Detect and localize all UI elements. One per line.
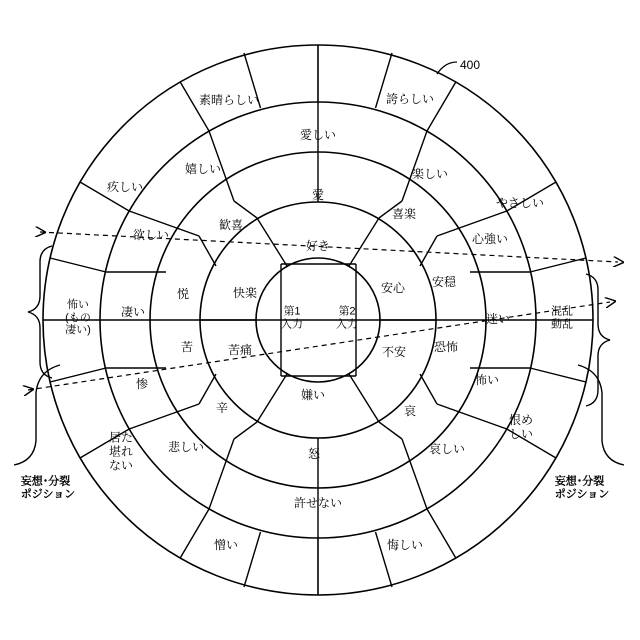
wheel-segment-label[interactable]: 悦 [176,287,190,302]
wheel-segment-label[interactable]: 恨め しい [508,413,534,441]
wheel-segment-label[interactable]: 哀しい [428,442,466,457]
wheel-segment-label[interactable]: 心強い [471,232,509,247]
center-label-second-input: 第2 入力 [336,305,358,330]
wheel-segment-label[interactable]: 素晴らしい [198,93,260,108]
annotation-left-bottom: 妄想･分裂 ポジション [20,475,76,500]
wheel-segment-label[interactable]: 嬉しい [184,162,222,177]
wheel-segment-label[interactable]: 楽しい [411,167,449,182]
wheel-segment-label[interactable]: 安穏 [431,275,457,290]
wheel-segment-label[interactable]: 怖い [474,373,500,388]
wheel-segment-label[interactable]: 快楽 [232,286,258,301]
wheel-segment-label[interactable]: 迷い [485,312,511,327]
wheel-segment-label[interactable]: 凄い [120,305,146,320]
annotation-right-bottom: 妄想･分裂 ポジション [554,475,610,500]
wheel-segment-label[interactable]: 惨 [135,377,149,392]
wheel-segment-label[interactable]: 欲しい [132,228,170,243]
wheel-segment-label[interactable]: 嫌い [300,388,326,403]
wheel-segment-label[interactable]: 悲しい [167,440,205,455]
wheel-segment-label[interactable]: 愛 [311,188,325,203]
wheel-segment-label[interactable]: やさしい [495,196,545,211]
wheel-segment-label[interactable]: 恐怖 [433,340,459,355]
wheel-segment-label[interactable]: 不安 [381,345,407,360]
callout-400: 400 [459,58,481,73]
wheel-segment-label[interactable]: 安心 [380,281,406,296]
wheel-segment-label[interactable]: 許せない [293,496,343,511]
wheel-segment-label[interactable]: 居た 堪れ ない [108,430,134,472]
wheel-segment-label[interactable]: 哀 [403,404,417,419]
annotation-left-top: 怖い (もの 凄い) [65,299,91,337]
wheel-segment-label[interactable]: 悔しい [386,538,424,553]
wheel-segment-label[interactable]: 好き [305,239,331,254]
wheel-segment-label[interactable]: 苦 [180,340,194,355]
wheel-segment-label[interactable]: 愛しい [299,128,337,143]
callout-leader-line [437,62,457,74]
wheel-segment-label[interactable]: 憎い [213,538,239,553]
wheel-segment-label[interactable]: 怒 [307,447,321,462]
annotation-right-top: 混乱 動乱 [551,305,573,330]
wheel-segment-label[interactable]: 辛 [215,401,229,416]
wheel-segment-label[interactable]: 疚しい [106,180,144,195]
center-label-first-input: 第1 入力 [281,305,303,330]
wheel-segment-label[interactable]: 誇らしい [385,92,435,107]
wheel-segment-label[interactable]: 喜楽 [391,207,417,222]
wheel-segment-label[interactable]: 苦痛 [227,343,253,358]
wheel-segment-label[interactable]: 歓喜 [218,218,244,233]
